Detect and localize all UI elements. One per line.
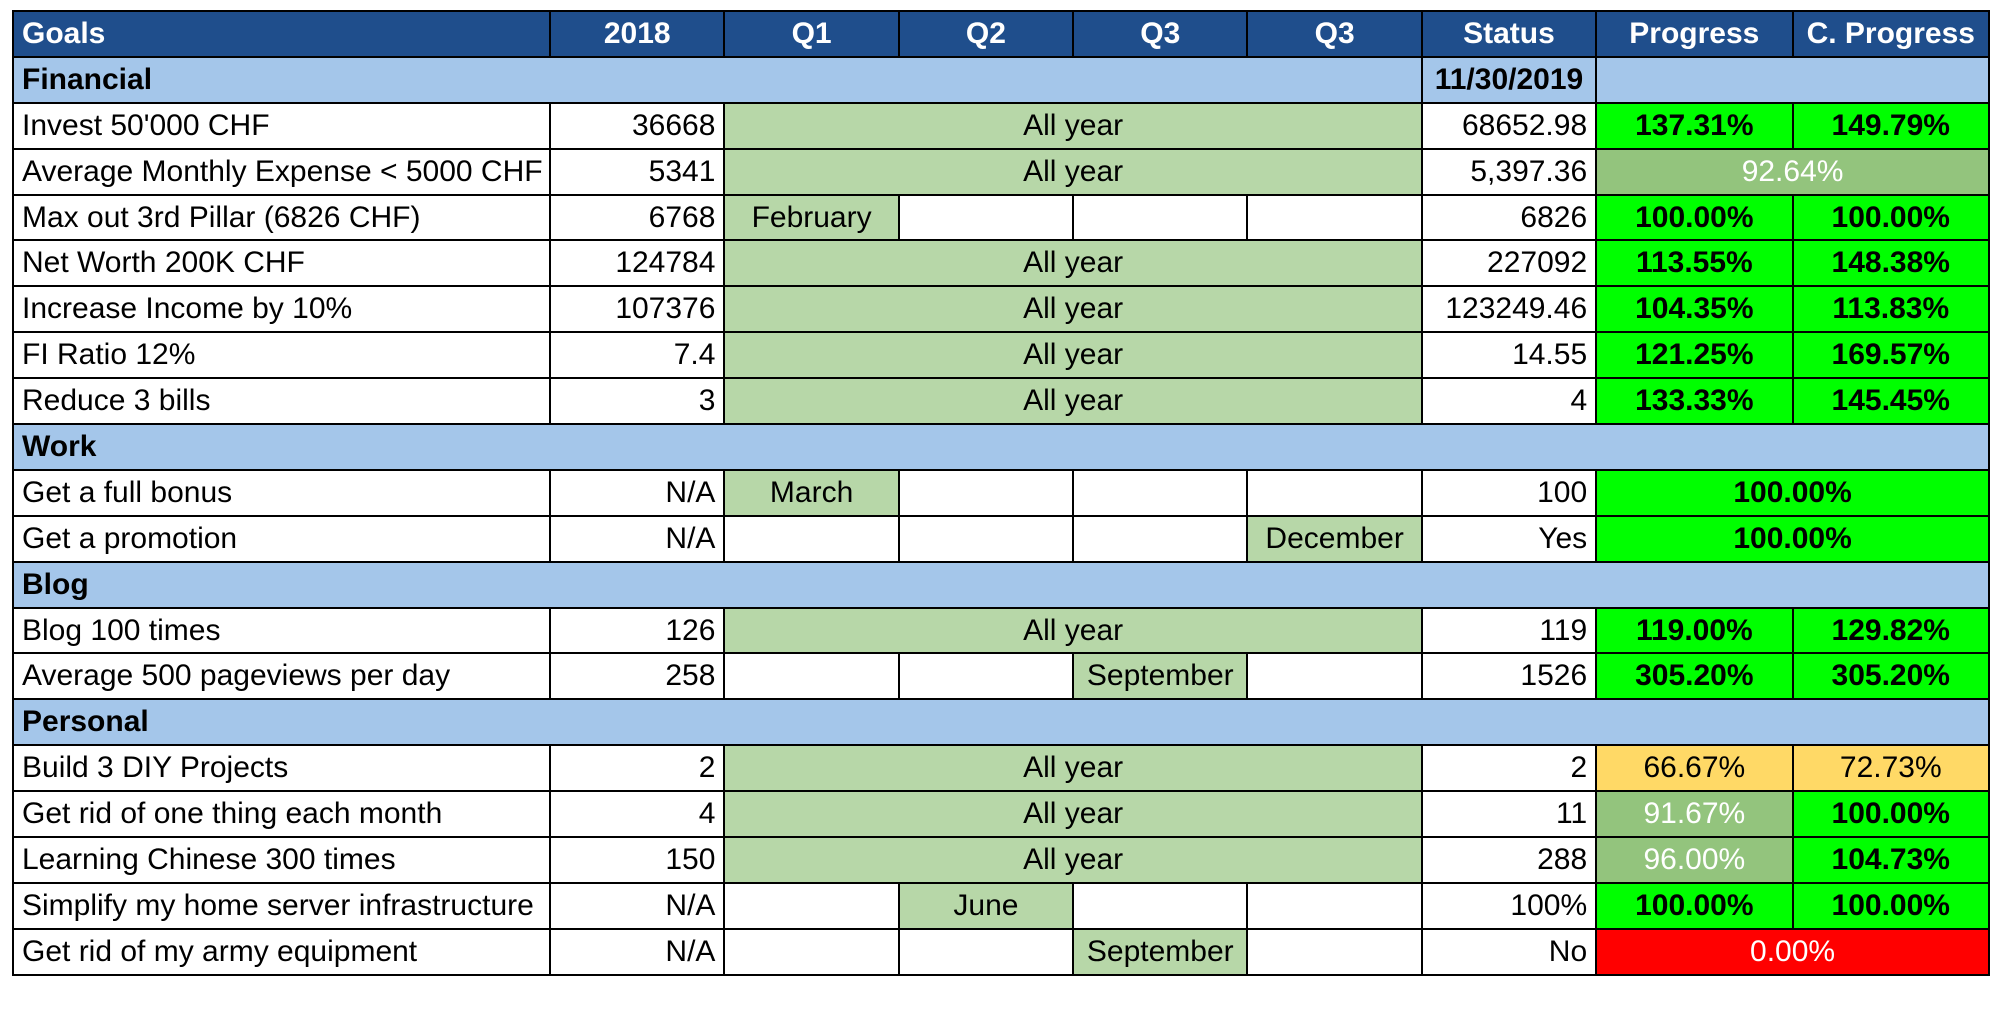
section-personal [13,699,1989,745]
period-cell[interactable]: All year [724,837,1421,883]
goal-cell[interactable]: Increase Income by 10% [13,286,550,332]
col-q1-header[interactable]: Q1 [724,11,898,57]
year-2018-cell[interactable]: 4 [550,791,724,837]
c-progress-cell[interactable]: 104.73% [1793,837,1989,883]
table-row [13,791,1989,837]
year-2018-cell[interactable]: 7.4 [550,332,724,378]
goal-cell[interactable]: Get rid of my army equipment [13,929,550,975]
period-cell[interactable]: All year [724,240,1421,286]
empty-q-cell[interactable] [724,516,898,562]
period-cell[interactable]: February [724,195,898,241]
progress-cell[interactable]: 100.00% [1596,516,1989,562]
empty-q-cell[interactable] [1247,653,1421,699]
section-work [13,424,1989,470]
table-row [13,286,1989,332]
goal-cell[interactable]: Net Worth 200K CHF [13,240,550,286]
header-row [13,11,1989,57]
goal-cell[interactable]: Average 500 pageviews per day [13,653,550,699]
year-2018-cell[interactable]: 2 [550,745,724,791]
status-cell[interactable]: 123249.46 [1422,286,1596,332]
year-2018-cell[interactable]: 126 [550,608,724,654]
section-blank[interactable] [1596,57,1989,103]
table-row [13,149,1989,195]
goals-table [12,10,1990,976]
goal-cell[interactable]: Average Monthly Expense < 5000 CHF [13,149,550,195]
status-cell[interactable]: 100% [1422,883,1596,929]
table-row [13,608,1989,654]
empty-q-cell[interactable] [899,195,1073,241]
year-2018-cell[interactable]: N/A [550,516,724,562]
period-cell[interactable]: All year [724,149,1421,195]
table-row [13,837,1989,883]
table-row [13,516,1989,562]
progress-cell[interactable]: 133.33% [1596,378,1792,424]
c-progress-cell[interactable]: 72.73% [1793,745,1989,791]
c-progress-cell[interactable]: 100.00% [1793,195,1989,241]
status-cell[interactable]: 6826 [1422,195,1596,241]
period-cell[interactable]: December [1247,516,1421,562]
period-cell[interactable]: All year [724,745,1421,791]
status-cell[interactable]: 288 [1422,837,1596,883]
empty-q-cell[interactable] [1073,470,1247,516]
table-row [13,195,1989,241]
c-progress-cell[interactable]: 169.57% [1793,332,1989,378]
period-cell[interactable]: June [899,883,1073,929]
empty-q-cell[interactable] [899,516,1073,562]
status-cell[interactable]: Yes [1422,516,1596,562]
section-title[interactable]: Blog [13,562,1989,608]
goal-cell[interactable]: FI Ratio 12% [13,332,550,378]
goal-cell[interactable]: Simplify my home server infrastructure [13,883,550,929]
period-cell[interactable]: All year [724,332,1421,378]
goal-cell[interactable]: Get rid of one thing each month [13,791,550,837]
progress-cell[interactable]: 91.67% [1596,791,1792,837]
c-progress-cell[interactable]: 305.20% [1793,653,1989,699]
goal-cell[interactable]: Learning Chinese 300 times [13,837,550,883]
year-2018-cell[interactable]: 150 [550,837,724,883]
table-row [13,653,1989,699]
empty-q-cell[interactable] [724,883,898,929]
col-q3b-header[interactable]: Q3 [1247,11,1421,57]
status-cell[interactable]: 2 [1422,745,1596,791]
col-q2-header[interactable]: Q2 [899,11,1073,57]
section-blog [13,562,1989,608]
empty-q-cell[interactable] [724,929,898,975]
progress-cell[interactable]: 305.20% [1596,653,1792,699]
col-q3-header[interactable]: Q3 [1073,11,1247,57]
period-cell[interactable]: All year [724,608,1421,654]
empty-q-cell[interactable] [724,653,898,699]
goal-cell[interactable]: Reduce 3 bills [13,378,550,424]
c-progress-cell[interactable]: 148.38% [1793,240,1989,286]
col-progress-header[interactable]: Progress [1596,11,1792,57]
section-title[interactable]: Personal [13,699,1989,745]
progress-cell[interactable]: 121.25% [1596,332,1792,378]
c-progress-cell[interactable]: 129.82% [1793,608,1989,654]
year-2018-cell[interactable]: 36668 [550,103,724,149]
col-goals-header[interactable]: Goals [13,11,550,57]
progress-cell[interactable]: 66.67% [1596,745,1792,791]
progress-cell[interactable]: 137.31% [1596,103,1792,149]
table-row [13,929,1989,975]
section-financial [13,57,1989,103]
table-row [13,332,1989,378]
goal-cell[interactable]: Blog 100 times [13,608,550,654]
table-row [13,883,1989,929]
empty-q-cell[interactable] [1073,516,1247,562]
progress-cell[interactable]: 119.00% [1596,608,1792,654]
period-cell[interactable]: All year [724,378,1421,424]
year-2018-cell[interactable]: N/A [550,883,724,929]
year-2018-cell[interactable]: N/A [550,470,724,516]
period-cell[interactable]: March [724,470,898,516]
table-row [13,470,1989,516]
table-row [13,745,1989,791]
progress-cell[interactable]: 96.00% [1596,837,1792,883]
year-2018-cell[interactable]: 124784 [550,240,724,286]
empty-q-cell[interactable] [1247,883,1421,929]
period-cell[interactable]: September [1073,929,1247,975]
status-cell[interactable]: 100 [1422,470,1596,516]
empty-q-cell[interactable] [1247,470,1421,516]
empty-q-cell[interactable] [899,929,1073,975]
empty-q-cell[interactable] [1247,929,1421,975]
section-title[interactable]: Financial [13,57,1422,103]
status-cell[interactable]: 11 [1422,791,1596,837]
progress-cell[interactable]: 92.64% [1596,149,1989,195]
col-2018-header[interactable]: 2018 [550,11,724,57]
progress-cell[interactable]: 113.55% [1596,240,1792,286]
status-cell[interactable]: 68652.98 [1422,103,1596,149]
period-cell[interactable]: All year [724,286,1421,332]
goal-cell[interactable]: Max out 3rd Pillar (6826 CHF) [13,195,550,241]
progress-cell[interactable]: 0.00% [1596,929,1989,975]
status-cell[interactable]: 14.55 [1422,332,1596,378]
status-cell[interactable]: 1526 [1422,653,1596,699]
goal-cell[interactable]: Build 3 DIY Projects [13,745,550,791]
goal-cell[interactable]: Get a promotion [13,516,550,562]
year-2018-cell[interactable]: 5341 [550,149,724,195]
col-status-header[interactable]: Status [1422,11,1596,57]
table-row [13,378,1989,424]
c-progress-cell[interactable]: 145.45% [1793,378,1989,424]
col-c-progress-header[interactable]: C. Progress [1793,11,1989,57]
c-progress-cell[interactable]: 100.00% [1793,883,1989,929]
status-cell[interactable]: 119 [1422,608,1596,654]
goal-cell[interactable]: Get a full bonus [13,470,550,516]
c-progress-cell[interactable]: 149.79% [1793,103,1989,149]
table-row [13,103,1989,149]
status-cell[interactable]: 4 [1422,378,1596,424]
c-progress-cell[interactable]: 113.83% [1793,286,1989,332]
empty-q-cell[interactable] [1073,883,1247,929]
year-2018-cell[interactable]: 6768 [550,195,724,241]
period-cell[interactable]: September [1073,653,1247,699]
progress-cell[interactable]: 100.00% [1596,883,1792,929]
year-2018-cell[interactable]: 258 [550,653,724,699]
year-2018-cell[interactable]: 107376 [550,286,724,332]
status-cell[interactable]: 5,397.36 [1422,149,1596,195]
period-cell[interactable]: All year [724,791,1421,837]
status-date[interactable]: 11/30/2019 [1422,57,1596,103]
goal-cell[interactable]: Invest 50'000 CHF [13,103,550,149]
progress-cell[interactable]: 100.00% [1596,195,1792,241]
status-cell[interactable]: No [1422,929,1596,975]
c-progress-cell[interactable]: 100.00% [1793,791,1989,837]
empty-q-cell[interactable] [1073,195,1247,241]
progress-cell[interactable]: 104.35% [1596,286,1792,332]
year-2018-cell[interactable]: 3 [550,378,724,424]
empty-q-cell[interactable] [1247,195,1421,241]
year-2018-cell[interactable]: N/A [550,929,724,975]
table-row [13,240,1989,286]
empty-q-cell[interactable] [899,653,1073,699]
progress-cell[interactable]: 100.00% [1596,470,1989,516]
status-cell[interactable]: 227092 [1422,240,1596,286]
section-title[interactable]: Work [13,424,1989,470]
empty-q-cell[interactable] [899,470,1073,516]
period-cell[interactable]: All year [724,103,1421,149]
